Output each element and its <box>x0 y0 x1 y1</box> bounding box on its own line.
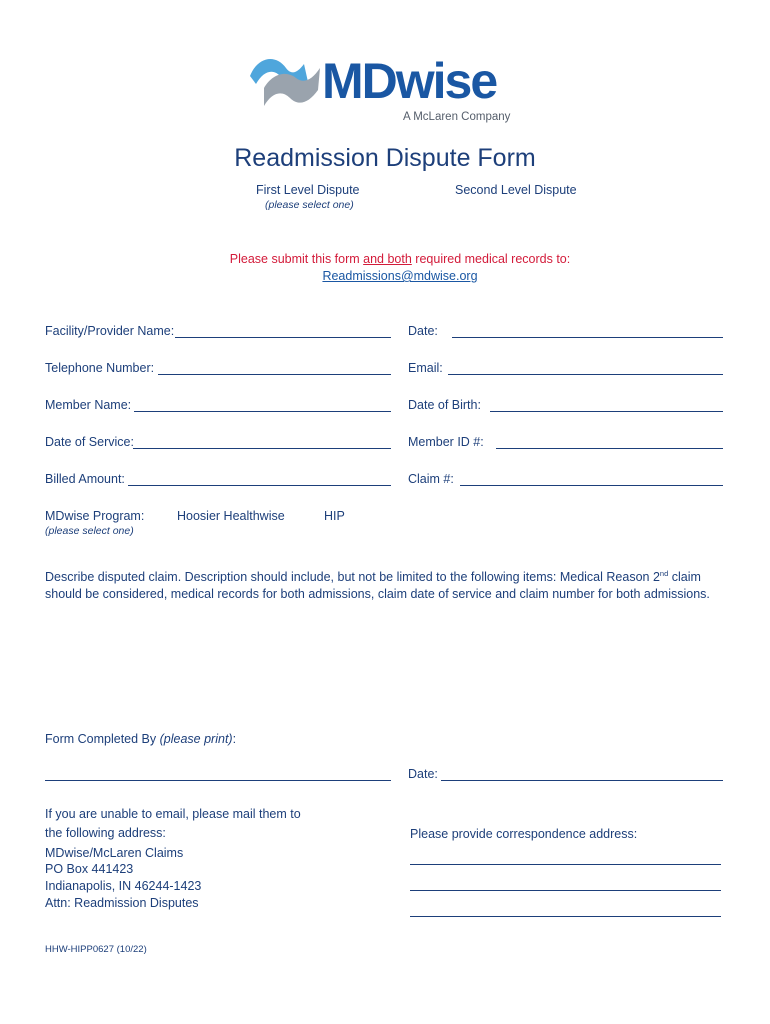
mail-address-line-1: MDwise/McLaren Claims <box>45 846 184 860</box>
mdwise-program-label: MDwise Program: <box>45 509 145 523</box>
completed-by-label-wrap <box>45 732 236 746</box>
mail-address-line-4: Attn: Readmission Disputes <box>45 896 199 910</box>
mail-instructions-line-1: If you are unable to email, please mail them to <box>45 807 301 821</box>
email-field[interactable] <box>448 374 723 375</box>
member-id-field[interactable] <box>496 448 723 449</box>
billed-amount-field[interactable] <box>128 485 391 486</box>
completed-by-colon: : <box>232 732 237 746</box>
completed-date-label: Date: <box>408 767 438 781</box>
dispute-level-hint: (please select one) <box>265 199 354 211</box>
option-hoosier-healthwise[interactable]: Hoosier Healthwise <box>177 509 285 523</box>
mail-instructions-line-2: the following address: <box>45 826 166 840</box>
completed-by-label: Form Completed By <box>45 732 160 746</box>
description-line-1-end: claim <box>668 570 701 585</box>
facility-provider-name-label: Facility/Provider Name: <box>45 324 175 338</box>
option-second-level-dispute[interactable]: Second Level Dispute <box>455 183 577 197</box>
member-name-field[interactable] <box>134 411 391 412</box>
logo-brand-text: MDwise <box>322 53 497 109</box>
form-title: Readmission Dispute Form <box>234 144 536 172</box>
completed-by-hint: (please print) <box>159 732 233 746</box>
date-of-service-field[interactable] <box>133 448 391 449</box>
logo-tagline: A McLaren Company <box>403 111 511 123</box>
submit-notice-suffix: required medical records to: <box>411 252 571 266</box>
submit-notice <box>0 250 770 268</box>
submit-email-wrap <box>0 267 770 285</box>
completed-date-field[interactable] <box>441 780 723 781</box>
billed-amount-label: Billed Amount: <box>45 472 125 486</box>
option-first-level-dispute[interactable]: First Level Dispute <box>256 183 360 197</box>
mail-address-line-2: PO Box 441423 <box>45 862 134 876</box>
telephone-number-label: Telephone Number: <box>45 361 155 375</box>
correspondence-address-label: Please provide correspondence address: <box>410 827 638 841</box>
mdwise-logo-mark-icon <box>246 54 326 110</box>
description-line-2: should be considered, medical records for both admissions, claim date of service and claim number for both admissions. <box>45 587 710 601</box>
submit-notice-and-both: and both <box>363 252 412 266</box>
member-id-label: Member ID #: <box>408 435 484 449</box>
date-of-birth-label: Date of Birth: <box>408 398 481 412</box>
date-of-service-label: Date of Service: <box>45 435 134 449</box>
date-field[interactable] <box>452 337 723 338</box>
correspondence-address-line-1[interactable] <box>410 864 721 865</box>
date-label: Date: <box>408 324 438 338</box>
option-hip[interactable]: HIP <box>324 509 345 523</box>
claim-number-field[interactable] <box>460 485 723 486</box>
telephone-number-field[interactable] <box>158 374 391 375</box>
submit-email-link[interactable]: Readmissions@mdwise.org <box>322 269 478 283</box>
mdwise-program-hint: (please select one) <box>45 525 134 537</box>
description-superscript: nd <box>659 569 669 578</box>
description-line-1-text: Describe disputed claim. Description should include, but not be limited to the following items: Medical Reason 2 <box>45 570 660 585</box>
mail-address-line-3: Indianapolis, IN 46244-1423 <box>45 879 202 893</box>
date-of-birth-field[interactable] <box>490 411 723 412</box>
facility-provider-name-field[interactable] <box>175 337 391 338</box>
description-input-area[interactable] <box>45 610 725 720</box>
correspondence-address-line-2[interactable] <box>410 890 721 891</box>
claim-number-label: Claim #: <box>408 472 454 486</box>
correspondence-address-line-3[interactable] <box>410 916 721 917</box>
form-code: HHW-HIPP0627 (10/22) <box>45 944 147 955</box>
mdwise-logo <box>246 50 536 130</box>
member-name-label: Member Name: <box>45 398 132 412</box>
completed-by-field[interactable] <box>45 780 391 781</box>
submit-notice-prefix: Please submit this form <box>229 252 364 266</box>
email-label: Email: <box>408 361 443 375</box>
